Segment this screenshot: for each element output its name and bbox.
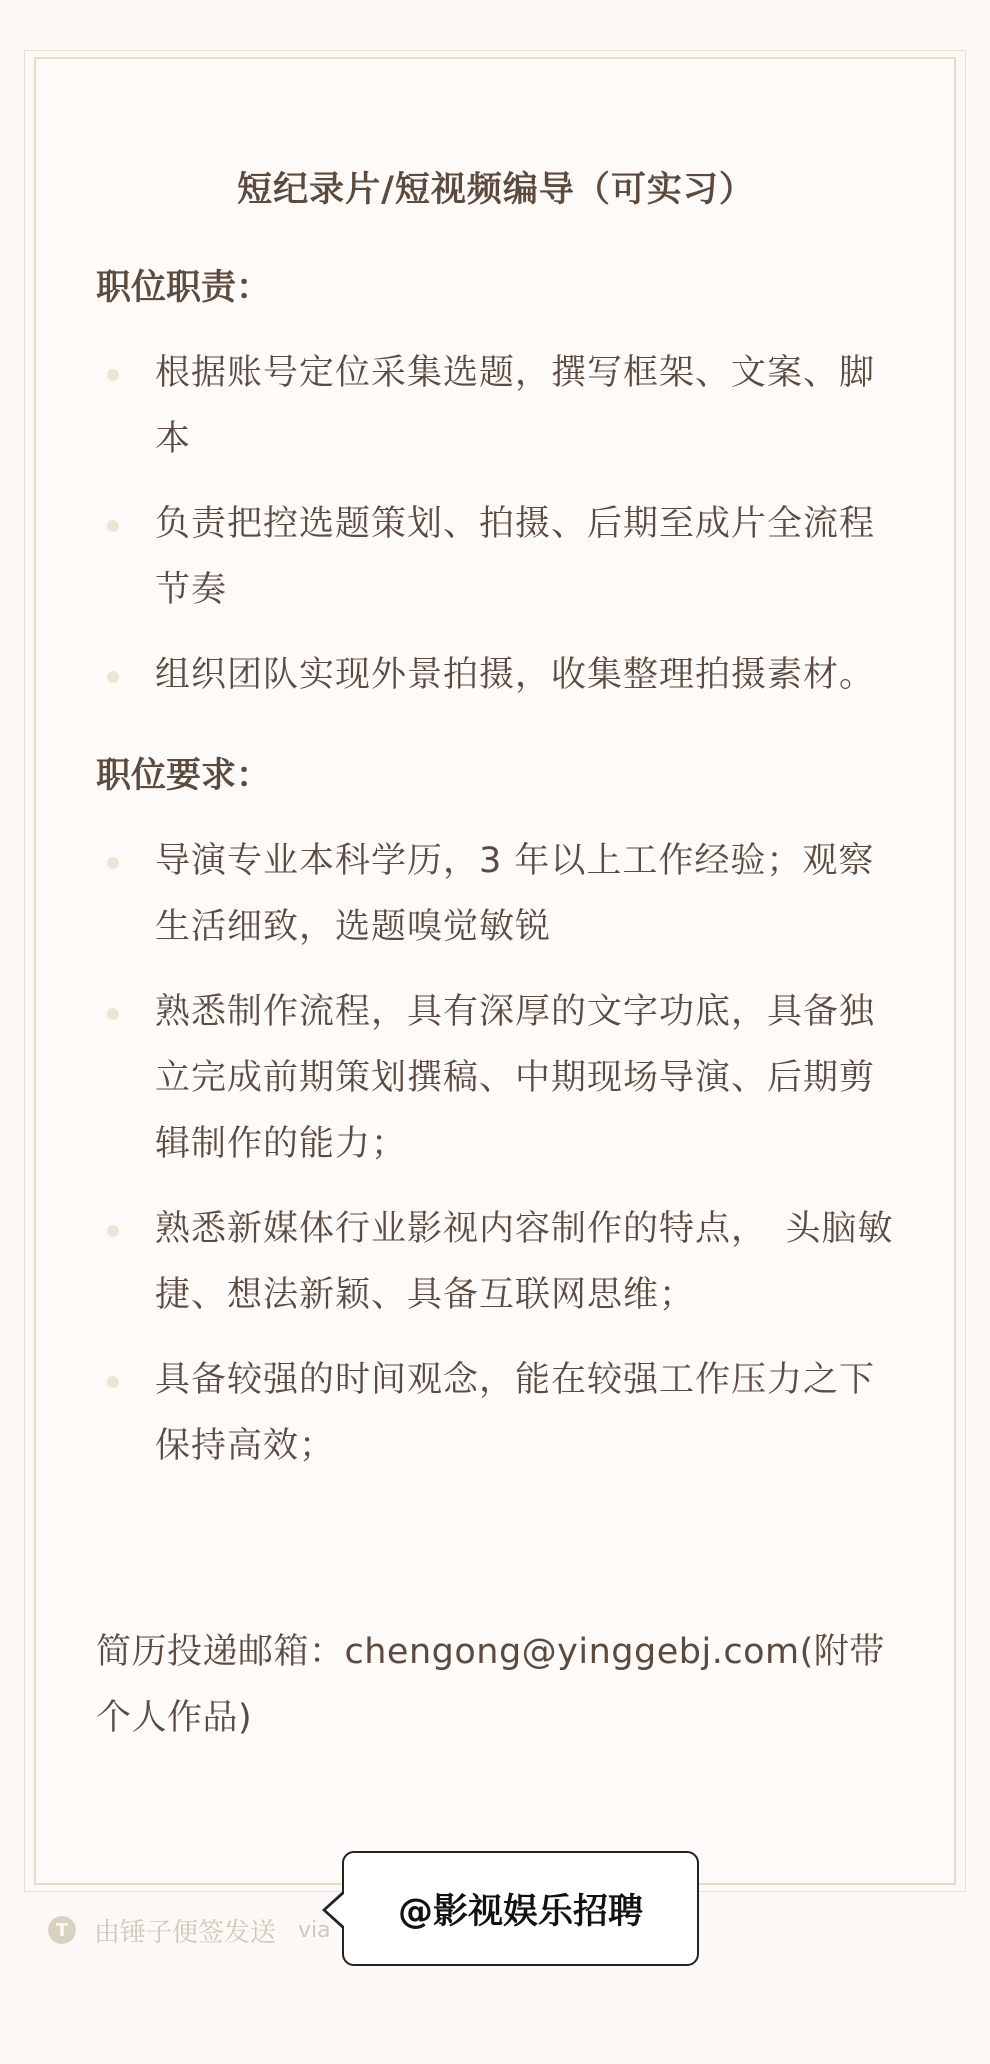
list-item — [96, 491, 896, 623]
bullet-icon — [107, 520, 119, 532]
list-item-text: 熟悉新媒体行业影视内容制作的特点， 头脑敏捷、想法新颖、具备互联网思维； — [155, 1209, 894, 1315]
bullet-icon — [107, 1225, 119, 1237]
bullet-icon — [107, 1008, 119, 1020]
list-item-text: 负责把控选题策划、拍摄、后期至成片全流程节奏 — [155, 504, 876, 610]
list-item-text: 组织团队实现外景拍摄，收集整理拍摄素材。 — [155, 655, 876, 695]
list-item — [96, 1347, 896, 1479]
responsibilities-list — [96, 340, 896, 708]
list-item — [96, 1196, 896, 1328]
watermark-callout: @影视娱乐招聘 — [342, 1851, 699, 1966]
footer — [48, 1912, 331, 1948]
page-title: 短纪录片/短视频编导（可实习） — [237, 170, 755, 210]
requirements-heading: 职位要求： — [96, 756, 272, 796]
bullet-icon — [107, 671, 119, 683]
contact-email-text: 简历投递邮箱：chengong@yinggebj.com(附带个人作品) — [96, 1632, 885, 1738]
watermark-callout-tail-fill — [326, 1893, 345, 1927]
list-item — [96, 642, 896, 708]
list-item — [96, 828, 896, 960]
list-item-text: 导演专业本科学历，3 年以上工作经验；观察生活细致，选题嗅觉敏锐 — [155, 841, 875, 947]
note-content — [96, 150, 896, 1751]
list-item — [96, 979, 896, 1177]
app-logo-icon: T — [48, 1916, 76, 1944]
footer-via-text: via — [298, 1917, 331, 1943]
footer-sent-via-text: 由锤子便签发送 — [94, 1917, 277, 1948]
list-item — [96, 340, 896, 472]
responsibilities-heading: 职位职责： — [96, 268, 272, 308]
bullet-icon — [107, 369, 119, 381]
requirements-list — [96, 828, 896, 1479]
list-item-text: 具备较强的时间观念，能在较强工作压力之下保持高效； — [155, 1360, 876, 1466]
bullet-icon — [107, 1376, 119, 1388]
list-item-text: 熟悉制作流程，具有深厚的文字功底，具备独立完成前期策划撰稿、中期现场导演、后期剪辑制作的能力； — [155, 992, 876, 1164]
list-item-text: 根据账号定位采集选题，撰写框架、文案、脚本 — [155, 353, 876, 459]
bullet-icon — [107, 857, 119, 869]
